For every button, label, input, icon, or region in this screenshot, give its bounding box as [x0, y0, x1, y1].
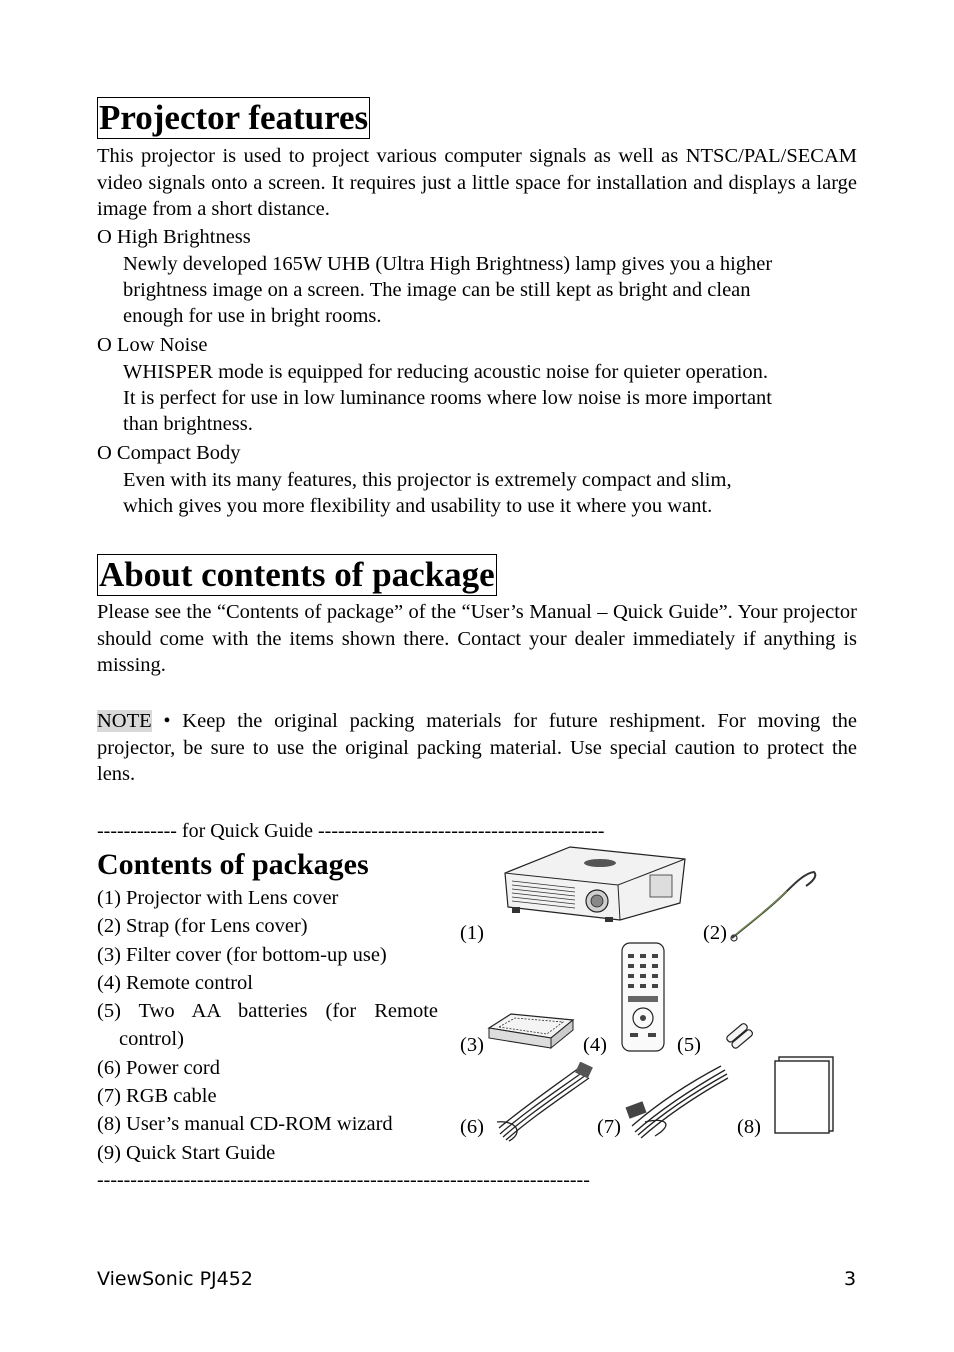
figure-label: (5) — [677, 1034, 701, 1056]
figure-label: (6) — [460, 1116, 484, 1138]
list-item: (1) Projector with Lens cover — [97, 887, 339, 909]
package-title: About contents of package — [99, 555, 495, 594]
contents-list — [97, 884, 438, 1167]
quick-guide-top-rule: ------------ for Quick Guide ------------------------------------------- — [97, 820, 605, 842]
list-item: (5) Two AA batteries (for Remote — [97, 1000, 438, 1023]
rgb-cable-illustration — [625, 1062, 730, 1142]
feature-line: brightness image on a screen. The image can be still kept as bright and clean — [123, 279, 751, 301]
package-figure — [455, 840, 845, 1145]
batteries-illustration — [723, 1015, 753, 1053]
feature-line: It is perfect for use in low luminance rooms where low noise is more important — [123, 387, 773, 409]
list-item: (7) RGB cable — [97, 1085, 217, 1108]
note-label: NOTE — [97, 710, 152, 732]
feature-line: which gives you more flexibility and usability to use it where you want. — [123, 495, 713, 517]
feature-line: WHISPER mode is equipped for reducing acoustic noise for quieter operation. — [123, 361, 769, 383]
figure-label: (1) — [460, 922, 484, 944]
list-item: (4) Remote control — [97, 971, 253, 994]
features-intro: This projector is used to project various computer signals as well as NTSC/PAL/SECAM video signals onto a screen. It requires just a little space for installation and displays a large image from a short distance. — [97, 145, 857, 220]
features-title: Projector features — [99, 98, 369, 137]
quick-guide-bottom-rule: -------------------------------------------------------------------------- — [97, 1169, 590, 1191]
contents-title: Contents of packages — [97, 848, 369, 881]
page-number: 3 — [844, 1268, 857, 1290]
feature-heading: O High Brightness — [97, 226, 251, 248]
manual-illustration — [773, 1055, 835, 1135]
remote-illustration — [618, 940, 668, 1055]
footer-brand: ViewSonic PJ452 — [97, 1268, 253, 1290]
projector-illustration — [500, 845, 690, 925]
figure-label: (3) — [460, 1034, 484, 1056]
filter-cover-illustration — [485, 1010, 577, 1052]
list-item: (9) Quick Start Guide — [97, 1141, 276, 1164]
list-item: (3) Filter cover (for bottom-up use) — [97, 943, 387, 966]
feature-line: Newly developed 165W UHB (Ultra High Brightness) lamp gives you a higher — [123, 253, 773, 275]
figure-label: (4) — [583, 1034, 607, 1056]
package-intro: Please see the “Contents of package” of the “User’s Manual – Quick Guide”. Your projector should come with the items shown there. Contact your dealer immediately if anything is missing. — [97, 601, 857, 676]
feature-line: enough for use in bright rooms. — [123, 305, 382, 327]
note-text: • Keep the original packing materials for future reshipment. For moving the projector, be sure to use the original packing material. Use special caution to protect the lens. — [97, 710, 857, 785]
figure-label: (7) — [597, 1116, 621, 1138]
feature-line: Even with its many features, this projector is extremely compact and slim, — [123, 469, 732, 491]
power-cord-illustration — [495, 1062, 595, 1142]
strap-illustration — [730, 868, 820, 943]
feature-line: than brightness. — [123, 413, 253, 435]
note — [97, 708, 857, 788]
figure-label: (8) — [737, 1116, 761, 1138]
list-item: (6) Power cord — [97, 1056, 220, 1079]
list-item: (2) Strap (for Lens cover) — [97, 915, 308, 938]
figure-label: (2) — [703, 922, 727, 944]
feature-list — [97, 223, 857, 519]
feature-heading: O Low Noise — [97, 334, 208, 356]
list-item: control) — [119, 1028, 184, 1051]
list-item: (8) User’s manual CD-ROM wizard — [97, 1113, 393, 1136]
feature-heading: O Compact Body — [97, 442, 241, 464]
